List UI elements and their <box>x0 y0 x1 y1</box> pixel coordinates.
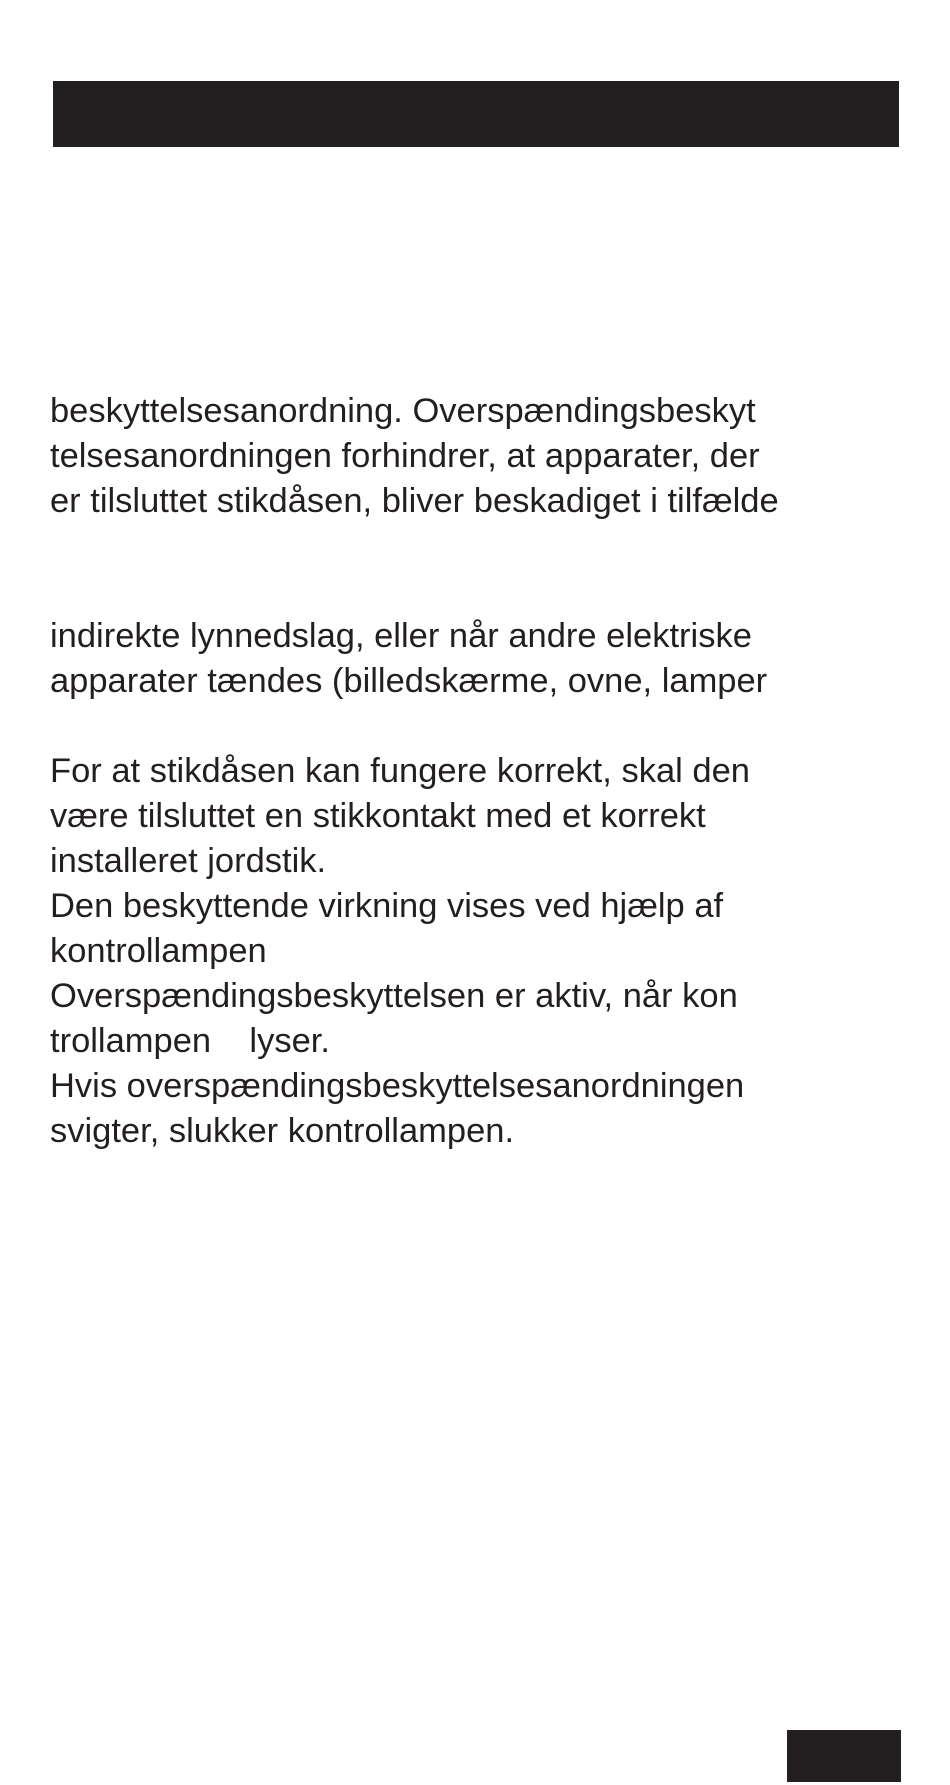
page-number-box <box>787 1730 901 1782</box>
text-line: Overspændingsbeskyttelsen er aktiv, når kon <box>50 977 738 1015</box>
text-line: For at stikdåsen kan fungere korrekt, skal den <box>50 752 750 790</box>
text-line: Den beskyttende virkning vises ved hjælp af <box>50 887 724 925</box>
text-line: beskyttelsesanordning. Overspændingsbeskyt <box>50 392 756 430</box>
paragraph-overvoltage-protection <box>50 389 930 524</box>
text-line: trollampen lyser. <box>50 1022 330 1060</box>
text-line: Hvis overspændingsbeskyttelsesanordningen <box>50 1067 745 1105</box>
text-line: være tilsluttet en stikkontakt med et korrekt <box>50 797 706 835</box>
header-bar <box>53 81 899 147</box>
text-line: kontrollampen <box>50 932 267 970</box>
text-line: telsesanordningen forhindrer, at apparater, der <box>50 437 760 475</box>
text-line: svigter, slukker kontrollampen. <box>50 1112 515 1150</box>
text-line: apparater tændes (billedskærme, ovne, lamper <box>50 662 768 700</box>
text-line: er tilsluttet stikdåsen, bliver beskadiget i tilfælde <box>50 482 779 520</box>
text-line: indirekte lynnedslag, eller når andre elektriske <box>50 617 752 655</box>
paragraph-control-lamp <box>50 749 930 1154</box>
paragraph-lightning <box>50 614 930 704</box>
text-line: installeret jordstik. <box>50 842 327 880</box>
